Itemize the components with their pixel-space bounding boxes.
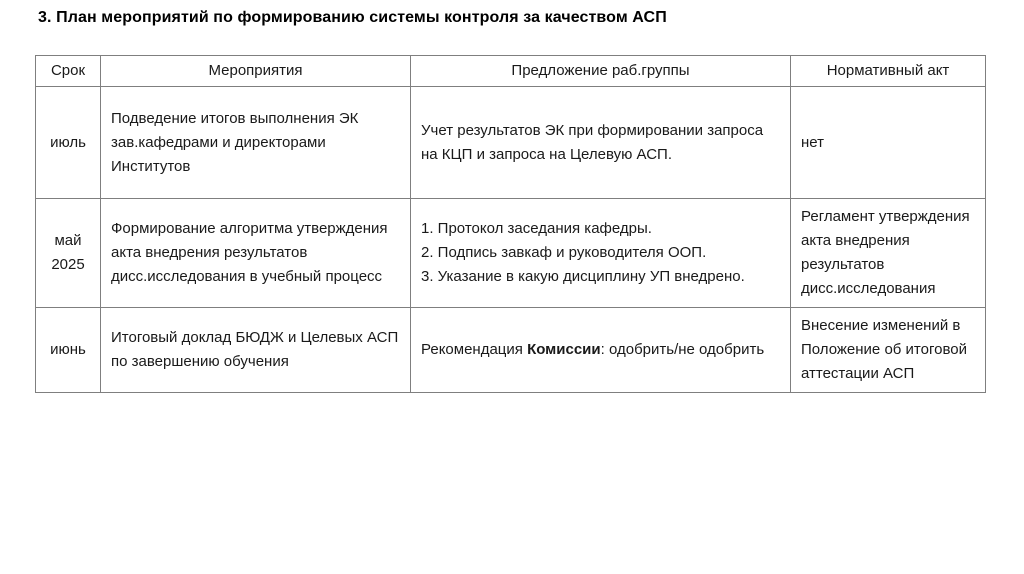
- table-row: [36, 308, 986, 393]
- cell-normative-act: нет: [791, 87, 986, 199]
- proposal-line: 3. Указание в какую дисциплину УП внедрено.: [421, 268, 745, 285]
- proposal-line: 1. Протокол заседания кафедры.: [421, 220, 652, 237]
- proposal-text-bold: Комиссии: [527, 341, 601, 358]
- table-header-row: [36, 56, 986, 87]
- header-term: Срок: [36, 56, 101, 87]
- cell-normative-act: Регламент утверждения акта внедрения результатов дисс.исследования: [791, 199, 986, 308]
- header-proposal: Предложение раб.группы: [411, 56, 791, 87]
- cell-activity: Подведение итогов выполнения ЭК зав.кафедрами и директорами Институтов: [101, 87, 411, 199]
- proposal-text: Рекомендация: [421, 341, 528, 358]
- cell-normative-act: Внесение изменений в Положение об итоговой аттестации АСП: [791, 308, 986, 393]
- cell-activity: Формирование алгоритма утверждения акта внедрения результатов дисс.исследования в учебный процесс: [101, 199, 411, 308]
- page-title: 3. План мероприятий по формированию системы контроля за качеством АСП: [38, 9, 667, 26]
- table-row: [36, 87, 986, 199]
- cell-term: июнь: [36, 308, 101, 393]
- header-act: Нормативный акт: [791, 56, 986, 87]
- proposal-line: 2. Подпись завкаф и руководителя ООП.: [421, 244, 707, 261]
- cell-term: май 2025: [36, 199, 101, 308]
- table-row: [36, 199, 986, 308]
- cell-proposal: Учет результатов ЭК при формировании запроса на КЦП и запроса на Целевую АСП.: [411, 87, 791, 199]
- cell-proposal: [411, 199, 791, 308]
- cell-activity: Итоговый доклад БЮДЖ и Целевых АСП по завершению обучения: [101, 308, 411, 393]
- header-activity: Мероприятия: [101, 56, 411, 87]
- cell-proposal: [411, 308, 791, 393]
- plan-table: [35, 55, 986, 393]
- cell-term: июль: [36, 87, 101, 199]
- proposal-text: : одобрить/не одобрить: [600, 341, 765, 358]
